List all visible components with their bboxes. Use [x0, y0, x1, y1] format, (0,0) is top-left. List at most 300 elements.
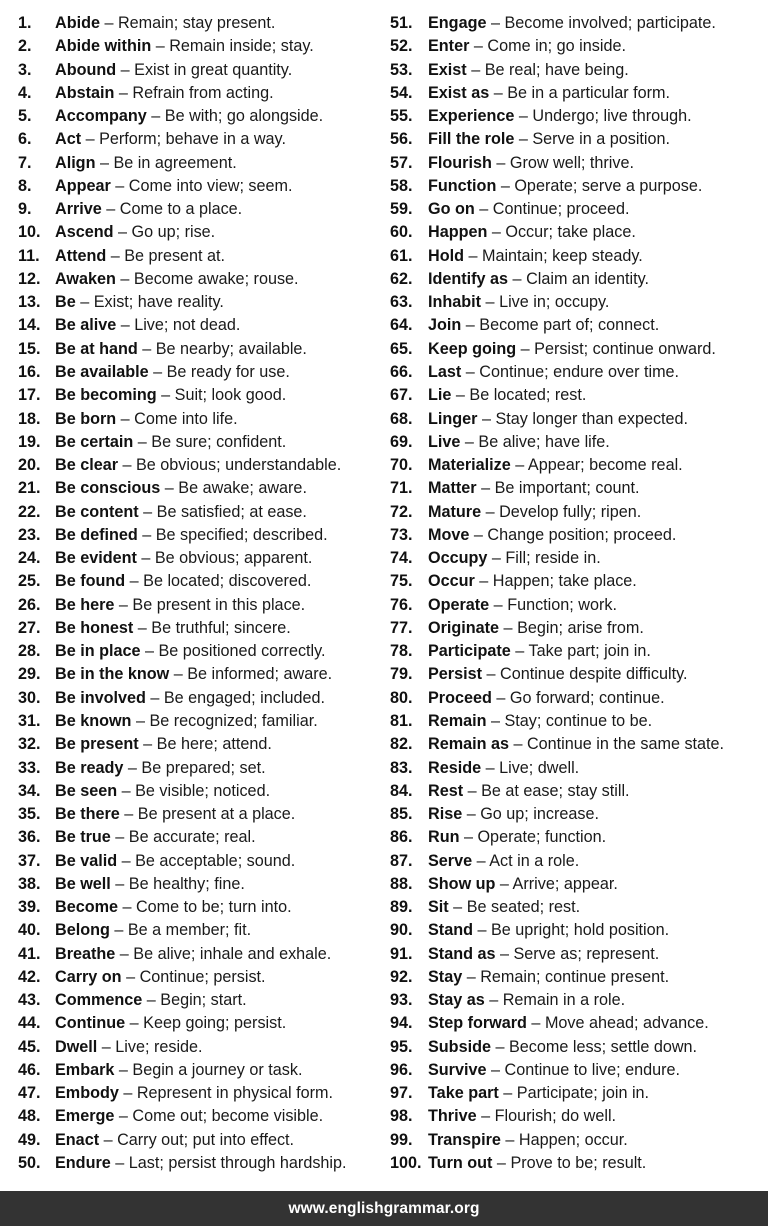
item-definition: Be acceptable; sound. — [135, 851, 296, 870]
item-separator: – — [459, 828, 478, 847]
item-number: 25. — [18, 572, 41, 591]
list-item — [390, 803, 768, 826]
item-definition: Remain inside; stay. — [169, 37, 314, 56]
item-term: Be involved — [55, 688, 146, 707]
item-definition: Happen; occur. — [518, 1130, 628, 1149]
item-definition: Be sure; confident. — [151, 432, 287, 451]
item-number: 17. — [18, 386, 41, 405]
item-number: 78. — [390, 642, 413, 661]
item-number: 93. — [390, 991, 413, 1010]
item-definition: Continue to live; endure. — [504, 1060, 680, 1079]
item-number: 58. — [390, 176, 413, 195]
list-item — [18, 640, 380, 663]
item-number: 38. — [18, 874, 41, 893]
item-term: Stay as — [428, 991, 485, 1010]
item-definition: Serve in a position. — [532, 130, 671, 149]
item-separator: – — [151, 37, 170, 56]
list-item — [18, 757, 380, 780]
item-number: 57. — [390, 153, 413, 172]
item-term: Awaken — [55, 269, 116, 288]
item-definition: Refrain from acting. — [132, 83, 274, 102]
item-number: 15. — [18, 339, 41, 358]
list-item — [390, 687, 768, 710]
item-term: Commence — [55, 991, 143, 1010]
list-item — [18, 570, 380, 593]
item-term: Be evident — [55, 549, 137, 568]
item-separator: – — [133, 618, 152, 637]
item-separator: – — [131, 711, 150, 730]
item-number: 61. — [390, 246, 413, 265]
list-item — [390, 989, 768, 1012]
item-term: Be seen — [55, 781, 118, 800]
item-definition: Be alive; have life. — [478, 432, 610, 451]
item-definition: Continue; proceed. — [492, 200, 630, 219]
item-number: 98. — [390, 1107, 413, 1126]
item-definition: Be present at. — [124, 246, 226, 265]
list-item — [390, 850, 768, 873]
item-definition: Be specified; described. — [155, 525, 328, 544]
item-term: Be defined — [55, 525, 138, 544]
list-item — [18, 152, 380, 175]
list-item — [390, 454, 768, 477]
item-separator: – — [448, 898, 467, 917]
list-item — [18, 221, 380, 244]
item-separator: – — [451, 386, 470, 405]
item-definition: Perform; behave in a way. — [99, 130, 286, 149]
item-separator: – — [476, 1107, 495, 1126]
item-separator: – — [484, 991, 503, 1010]
item-separator: – — [469, 37, 488, 56]
item-separator: – — [114, 1107, 133, 1126]
item-separator: – — [481, 293, 500, 312]
list-item — [390, 175, 768, 198]
list-item — [390, 1059, 768, 1082]
list-item — [390, 896, 768, 919]
item-separator: – — [137, 525, 156, 544]
item-term: Join — [428, 316, 462, 335]
item-term: Be valid — [55, 851, 118, 870]
item-definition: Be seated; rest. — [466, 898, 581, 917]
list-item — [390, 245, 768, 268]
list-item — [18, 361, 380, 384]
item-separator: – — [462, 805, 481, 824]
list-item — [18, 1059, 380, 1082]
item-term: Stay — [428, 967, 463, 986]
item-separator: – — [117, 898, 136, 917]
list-item — [18, 105, 380, 128]
item-number: 88. — [390, 874, 413, 893]
item-separator: – — [476, 479, 495, 498]
item-separator: – — [140, 642, 159, 661]
item-definition: Be present in this place. — [132, 595, 306, 614]
item-term: Be born — [55, 409, 117, 428]
item-number: 39. — [18, 898, 41, 917]
item-term: Emerge — [55, 1107, 115, 1126]
item-separator: – — [508, 735, 527, 754]
list-item — [390, 873, 768, 896]
item-definition: Come out; become visible. — [132, 1107, 324, 1126]
item-separator: – — [110, 874, 129, 893]
item-number: 59. — [390, 200, 413, 219]
list-item — [18, 687, 380, 710]
item-term: Last — [428, 362, 462, 381]
item-term: Be — [55, 293, 76, 312]
item-definition: Function; work. — [507, 595, 617, 614]
item-definition: Begin; arise from. — [517, 618, 644, 637]
item-definition: Come into life. — [134, 409, 238, 428]
item-definition: Maintain; keep steady. — [481, 246, 643, 265]
item-definition: Be nearby; available. — [155, 339, 307, 358]
footer-banner — [0, 1191, 768, 1226]
item-term: Endure — [55, 1154, 111, 1173]
item-term: Be available — [55, 362, 149, 381]
item-separator: – — [472, 921, 491, 940]
list-item — [390, 477, 768, 500]
item-number: 70. — [390, 456, 413, 475]
list-item — [18, 780, 380, 803]
item-separator: – — [481, 758, 500, 777]
item-definition: Be here; attend. — [156, 735, 272, 754]
item-definition: Become involved; participate. — [504, 14, 716, 32]
item-number: 92. — [390, 967, 413, 986]
item-term: Operate — [428, 595, 490, 614]
item-definition: Grow well; thrive. — [509, 153, 634, 172]
item-term: Turn out — [428, 1154, 493, 1173]
item-definition: Develop fully; ripen. — [499, 502, 642, 521]
item-term: Be found — [55, 572, 126, 591]
item-separator: – — [466, 60, 485, 79]
item-definition: Flourish; do well. — [494, 1107, 617, 1126]
item-number: 71. — [390, 479, 413, 498]
list-item — [390, 570, 768, 593]
item-term: Be alive — [55, 316, 117, 335]
item-term: Embody — [55, 1084, 119, 1103]
list-item — [390, 919, 768, 942]
item-term: Occupy — [428, 549, 488, 568]
list-item — [390, 1105, 768, 1128]
list-item — [390, 1129, 768, 1152]
item-definition: Be ready for use. — [166, 362, 290, 381]
item-term: Be content — [55, 502, 139, 521]
item-separator: – — [75, 293, 94, 312]
item-definition: Be obvious; apparent. — [154, 549, 313, 568]
item-separator: – — [137, 339, 156, 358]
item-term: Thrive — [428, 1107, 477, 1126]
list-item — [390, 198, 768, 221]
item-term: Remain as — [428, 735, 509, 754]
item-number: 50. — [18, 1154, 41, 1173]
list-item — [390, 82, 768, 105]
item-term: Be true — [55, 828, 111, 847]
item-number: 87. — [390, 851, 413, 870]
item-definition: Live; dwell. — [499, 758, 580, 777]
item-term: Be becoming — [55, 386, 157, 405]
item-separator: – — [136, 549, 155, 568]
item-number: 80. — [390, 688, 413, 707]
item-separator: – — [99, 1130, 118, 1149]
item-definition: Appear; become real. — [527, 456, 683, 475]
item-definition: Exist; have reality. — [93, 293, 224, 312]
item-separator: – — [486, 14, 505, 32]
item-term: Keep going — [428, 339, 517, 358]
item-separator: – — [142, 991, 161, 1010]
item-separator: – — [463, 781, 482, 800]
item-definition: Become less; settle down. — [508, 1037, 698, 1056]
item-separator: – — [106, 246, 125, 265]
list-item — [18, 873, 380, 896]
item-definition: Begin a journey or task. — [132, 1060, 303, 1079]
item-term: Go on — [428, 200, 475, 219]
item-term: Take part — [428, 1084, 499, 1103]
list-item — [390, 780, 768, 803]
item-number: 29. — [18, 665, 41, 684]
item-number: 19. — [18, 432, 41, 451]
item-number: 63. — [390, 293, 413, 312]
list-item — [390, 291, 768, 314]
list-item — [390, 663, 768, 686]
list-item — [18, 710, 380, 733]
item-number: 66. — [390, 362, 413, 381]
list-item — [18, 547, 380, 570]
item-number: 13. — [18, 293, 41, 312]
item-term: Belong — [55, 921, 110, 940]
item-separator: – — [508, 269, 527, 288]
item-number: 24. — [18, 549, 41, 568]
item-term: Materialize — [428, 456, 511, 475]
list-item — [18, 943, 380, 966]
item-term: Embark — [55, 1060, 115, 1079]
item-definition: Fill; reside in. — [505, 549, 601, 568]
item-term: Be there — [55, 805, 120, 824]
list-item — [390, 943, 768, 966]
item-separator: – — [116, 409, 135, 428]
item-term: Flourish — [428, 153, 492, 172]
list-item — [18, 826, 380, 849]
item-number: 84. — [390, 781, 413, 800]
item-separator: – — [133, 432, 152, 451]
item-term: Linger — [428, 409, 478, 428]
item-separator: – — [110, 1154, 129, 1173]
item-separator: – — [486, 1060, 505, 1079]
list-item — [390, 384, 768, 407]
item-number: 46. — [18, 1060, 41, 1079]
item-term: Ascend — [55, 223, 114, 242]
item-separator: – — [118, 456, 136, 475]
item-separator: – — [487, 223, 506, 242]
list-item — [390, 338, 768, 361]
word-list — [0, 12, 768, 1184]
list-item — [390, 710, 768, 733]
item-separator: – — [477, 409, 496, 428]
item-number: 27. — [18, 618, 41, 637]
item-separator: – — [138, 502, 157, 521]
item-number: 82. — [390, 735, 413, 754]
item-number: 16. — [18, 362, 41, 381]
item-separator: – — [95, 153, 114, 172]
item-term: Act — [55, 130, 82, 149]
list-item — [390, 1082, 768, 1105]
item-number: 35. — [18, 805, 41, 824]
item-definition: Persist; continue onward. — [534, 339, 716, 358]
item-definition: Remain; stay present. — [117, 14, 276, 32]
item-separator: – — [114, 595, 133, 614]
list-item — [18, 59, 380, 82]
item-separator: – — [121, 967, 140, 986]
item-term: Carry on — [55, 967, 122, 986]
item-definition: Continue; endure over time. — [479, 362, 680, 381]
item-term: Accompany — [55, 107, 147, 126]
left-column — [18, 12, 380, 1175]
list-item — [18, 663, 380, 686]
item-definition: Undergo; live through. — [532, 107, 692, 126]
item-separator: – — [101, 200, 120, 219]
item-number: 20. — [18, 456, 41, 475]
item-number: 85. — [390, 805, 413, 824]
item-separator: – — [115, 944, 134, 963]
list-item — [390, 1012, 768, 1035]
item-separator: – — [146, 107, 165, 126]
item-separator: – — [500, 1130, 519, 1149]
list-item — [18, 919, 380, 942]
item-term: Be in place — [55, 642, 141, 661]
item-separator: – — [114, 1060, 133, 1079]
item-separator: – — [138, 735, 157, 754]
item-definition: Stay; continue to be. — [504, 711, 653, 730]
item-number: 55. — [390, 107, 413, 126]
item-definition: Come into view; seem. — [128, 176, 293, 195]
item-term: Experience — [428, 107, 515, 126]
item-number: 68. — [390, 409, 413, 428]
item-term: Arrive — [55, 200, 102, 219]
item-definition: Participate; join in. — [516, 1084, 650, 1103]
item-separator: – — [489, 595, 508, 614]
list-item — [390, 733, 768, 756]
item-separator: – — [116, 316, 135, 335]
item-number: 42. — [18, 967, 41, 986]
item-number: 81. — [390, 711, 413, 730]
item-number: 99. — [390, 1130, 413, 1149]
list-item — [390, 12, 768, 35]
item-number: 94. — [390, 1014, 413, 1033]
item-term: Occur — [428, 572, 475, 591]
item-number: 44. — [18, 1014, 41, 1033]
item-definition: Stay longer than expected. — [495, 409, 689, 428]
item-number: 100. — [390, 1154, 422, 1173]
item-number: 37. — [18, 851, 41, 870]
item-number: 75. — [390, 572, 413, 591]
item-definition: Go forward; continue. — [509, 688, 665, 707]
item-separator: – — [462, 967, 481, 986]
list-item — [18, 431, 380, 454]
item-number: 47. — [18, 1084, 41, 1103]
list-item — [18, 803, 380, 826]
list-item — [18, 1105, 380, 1128]
list-item — [390, 221, 768, 244]
item-term: Stand as — [428, 944, 496, 963]
list-item — [18, 733, 380, 756]
item-number: 32. — [18, 735, 41, 754]
item-term: Originate — [428, 618, 500, 637]
item-separator: – — [117, 851, 136, 870]
list-item — [390, 268, 768, 291]
item-term: Move — [428, 525, 470, 544]
list-item — [18, 384, 380, 407]
item-separator: – — [123, 758, 142, 777]
list-item — [390, 757, 768, 780]
item-number: 11. — [18, 246, 40, 265]
item-term: Appear — [55, 176, 111, 195]
item-term: Be certain — [55, 432, 134, 451]
item-separator: – — [113, 223, 132, 242]
item-definition: Exist in great quantity. — [134, 60, 293, 79]
item-definition: Be informed; aware. — [187, 665, 333, 684]
item-number: 53. — [390, 60, 413, 79]
item-separator: – — [492, 1154, 511, 1173]
item-number: 7. — [18, 153, 32, 172]
item-separator: – — [489, 83, 508, 102]
item-definition: Become awake; rouse. — [133, 269, 299, 288]
item-definition: Be accurate; real. — [128, 828, 256, 847]
item-definition: Be located; rest. — [469, 386, 587, 405]
item-definition: Be important; count. — [494, 479, 640, 498]
item-separator: – — [498, 1084, 517, 1103]
item-number: 54. — [390, 83, 413, 102]
item-definition: Operate; function. — [477, 828, 607, 847]
item-definition: Change position; proceed. — [487, 525, 677, 544]
item-definition: Come to be; turn into. — [135, 898, 292, 917]
list-item — [18, 594, 380, 617]
item-number: 48. — [18, 1107, 41, 1126]
item-term: Mature — [428, 502, 482, 521]
item-definition: Remain; continue present. — [480, 967, 670, 986]
item-number: 91. — [390, 944, 413, 963]
item-number: 90. — [390, 921, 413, 940]
item-separator: – — [499, 618, 518, 637]
item-number: 65. — [390, 339, 413, 358]
item-term: Be honest — [55, 618, 134, 637]
item-separator: – — [81, 130, 100, 149]
list-item — [18, 501, 380, 524]
item-definition: Be real; have being. — [484, 60, 629, 79]
item-definition: Begin; start. — [160, 991, 247, 1010]
item-definition: Represent in physical form. — [136, 1084, 333, 1103]
item-number: 30. — [18, 688, 41, 707]
item-definition: Live in; occupy. — [499, 293, 610, 312]
item-term: Be known — [55, 711, 132, 730]
item-separator: – — [481, 502, 500, 521]
item-number: 60. — [390, 223, 413, 242]
list-item — [18, 896, 380, 919]
list-item — [390, 431, 768, 454]
item-number: 4. — [18, 83, 32, 102]
list-item — [18, 35, 380, 58]
item-definition: Happen; take place. — [492, 572, 637, 591]
list-item — [18, 245, 380, 268]
item-number: 96. — [390, 1060, 413, 1079]
item-number: 31. — [18, 711, 41, 730]
item-number: 77. — [390, 618, 413, 637]
item-separator: – — [487, 549, 506, 568]
item-separator: – — [116, 60, 135, 79]
item-term: Abstain — [55, 83, 115, 102]
item-separator: – — [97, 1037, 116, 1056]
item-definition: Be engaged; included. — [163, 688, 325, 707]
item-term: Attend — [55, 246, 107, 265]
item-term: Engage — [428, 14, 487, 32]
item-number: 97. — [390, 1084, 413, 1103]
item-number: 40. — [18, 921, 41, 940]
list-item — [18, 454, 380, 477]
